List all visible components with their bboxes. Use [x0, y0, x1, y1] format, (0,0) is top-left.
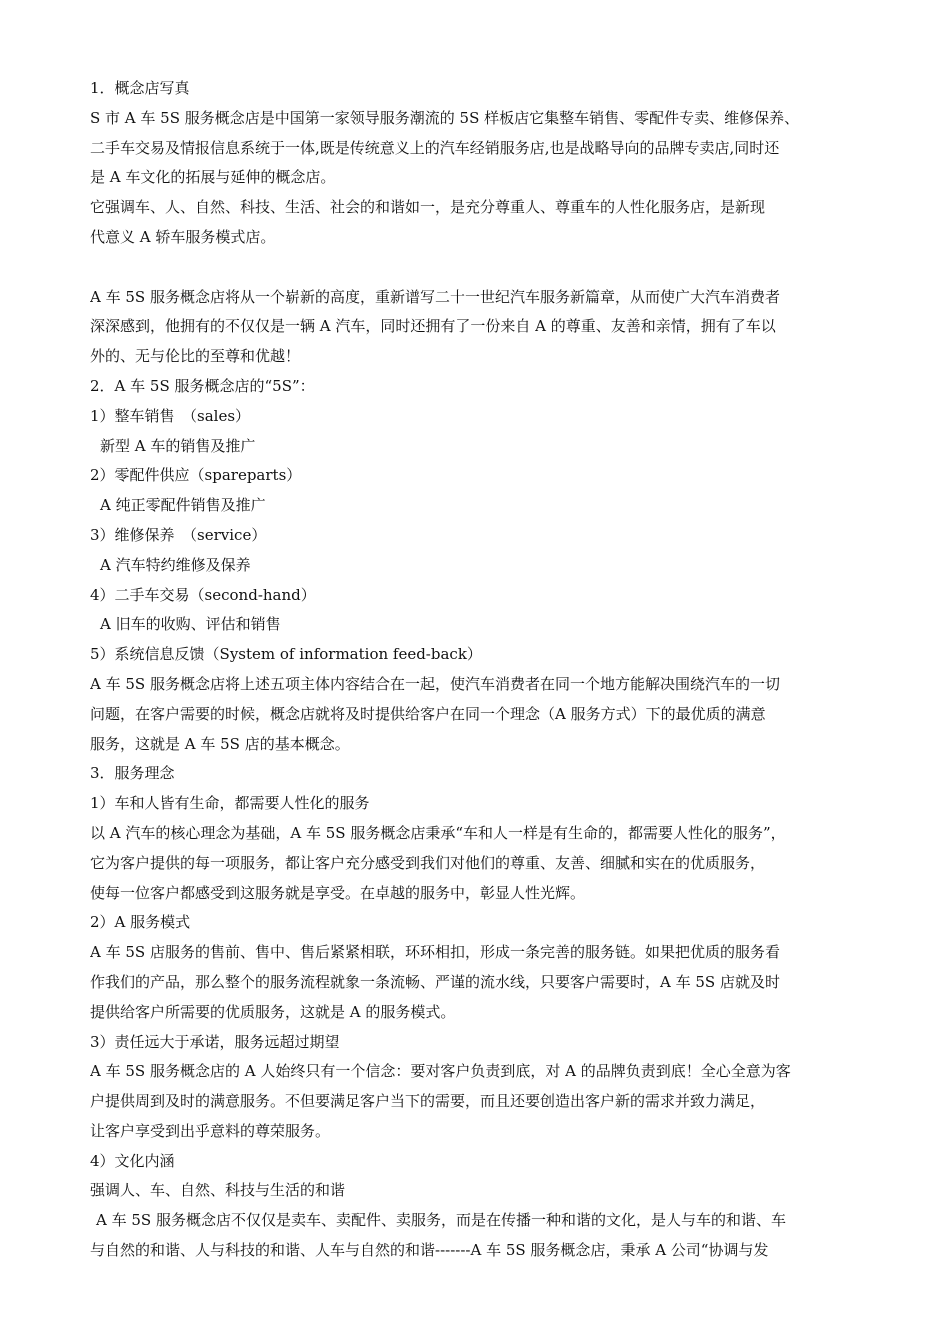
paragraph-line: 提供给客户所需要的优质服务，这就是 A 的服务模式。 [90, 1002, 456, 1021]
paragraph-line: 是 A 车文化的拓展与延伸的概念店。 [90, 168, 336, 187]
paragraph-line: 它强调车、人、自然、科技、生活、社会的和谐如一，是充分尊重人、尊重车的人性化服务店，是新现 [90, 198, 766, 217]
list-item-desc: 新型 A 车的销售及推广 [100, 436, 256, 455]
subheading: 4）文化内涵 [90, 1151, 175, 1170]
list-item-desc: A 汽车特约维修及保养 [100, 555, 251, 574]
subheading: 2）A 服务模式 [90, 913, 191, 932]
paragraph-line: 强调人、车、自然、科技与生活的和谐 [90, 1181, 346, 1200]
paragraph-line: A 车 5S 服务概念店不仅仅是卖车、卖配件、卖服务，而是在传播一种和谐的文化，是人与车的和谐、车 [96, 1211, 786, 1230]
heading-5s: 2．A 车 5S 服务概念店的“5S”： [90, 376, 315, 395]
paragraph-line: 作我们的产品，那么整个的服务流程就象一条流畅、严谨的流水线，只要客户需要时，A 车 5S 店就及时 [90, 972, 780, 991]
list-item-desc: A 旧车的收购、评估和销售 [100, 615, 281, 634]
heading-concept-store: 1．概念店写真 [90, 79, 190, 97]
heading-service-concept: 3．服务理念 [90, 764, 175, 783]
paragraph-line: A 车 5S 服务概念店的 A 人始终只有一个信念：要对客户负责到底，对 A 的品牌负责到底！全心全意为客 [90, 1062, 791, 1081]
list-item-feedback: 5）系统信息反馈（System of information feed-back） [90, 645, 482, 664]
paragraph-line: 让客户享受到出乎意料的尊荣服务。 [90, 1121, 331, 1140]
paragraph-line: 服务，这就是 A 车 5S 店的基本概念。 [90, 734, 350, 753]
paragraph-line: 二手车交易及情报信息系统于一体,既是传统意义上的汽车经销服务店,也是战略导向的品牌专卖店,同时还 [90, 138, 780, 157]
subheading: 1）车和人皆有生命，都需要人性化的服务 [90, 794, 370, 813]
paragraph-line: 它为客户提供的每一项服务，都让客户充分感受到我们对他们的尊重、友善、细腻和实在的优质服务， [90, 853, 766, 872]
list-item-sales: 1）整车销售 （sales） [90, 406, 251, 425]
paragraph-line: 外的、无与伦比的至尊和优越！ [90, 347, 301, 366]
subheading: 3）责任远大于承诺，服务远超过期望 [90, 1032, 340, 1051]
list-item-second-hand: 4）二手车交易（second-hand） [90, 585, 316, 604]
paragraph-line: A 车 5S 店服务的售前、售中、售后紧紧相联，环环相扣，形成一条完善的服务链。如果把优质的服务看 [90, 943, 780, 962]
blank-line [90, 253, 870, 283]
list-item-desc: A 纯正零配件销售及推广 [100, 496, 266, 515]
paragraph-line: 代意义 A 轿车服务模式店。 [90, 227, 276, 246]
list-item-service: 3）维修保养 （service） [90, 525, 267, 544]
paragraph-line: 户提供周到及时的满意服务。不但要满足客户当下的需要，而且还要创造出客户新的需求并致力满足， [90, 1092, 766, 1111]
document-page [90, 74, 870, 1266]
paragraph-line: S 市 A 车 5S 服务概念店是中国第一家领导服务潮流的 5S 样板店它集整车销售、零配件专卖、维修保养、 [90, 108, 800, 127]
paragraph-line: 使每一位客户都感受到这服务就是享受。在卓越的服务中，彰显人性光辉。 [90, 883, 586, 902]
paragraph-line: 以 A 汽车的核心理念为基础，A 车 5S 服务概念店秉承“车和人一样是有生命的，都需要人性化的服务”， [90, 823, 786, 842]
paragraph-line: 与自然的和谐、人与科技的和谐、人车与自然的和谐-------A 车 5S 服务概念店，秉承 A 公司“协调与发 [90, 1241, 769, 1260]
paragraph-line: 深深感到，他拥有的不仅仅是一辆 A 汽车，同时还拥有了一份来自 A 的尊重、友善和亲情，拥有了车以 [90, 317, 776, 336]
paragraph-line: A 车 5S 服务概念店将从一个崭新的高度，重新谱写二十一世纪汽车服务新篇章，从而使广大汽车消费者 [90, 287, 780, 306]
paragraph-line: A 车 5S 服务概念店将上述五项主体内容结合在一起，使汽车消费者在同一个地方能解决围绕汽车的一切 [90, 674, 780, 693]
list-item-spareparts: 2）零配件供应（spareparts） [90, 466, 302, 485]
paragraph-line: 问题，在客户需要的时候，概念店就将及时提供给客户在同一个理念（A 服务方式）下的最优质的满意 [90, 704, 766, 723]
